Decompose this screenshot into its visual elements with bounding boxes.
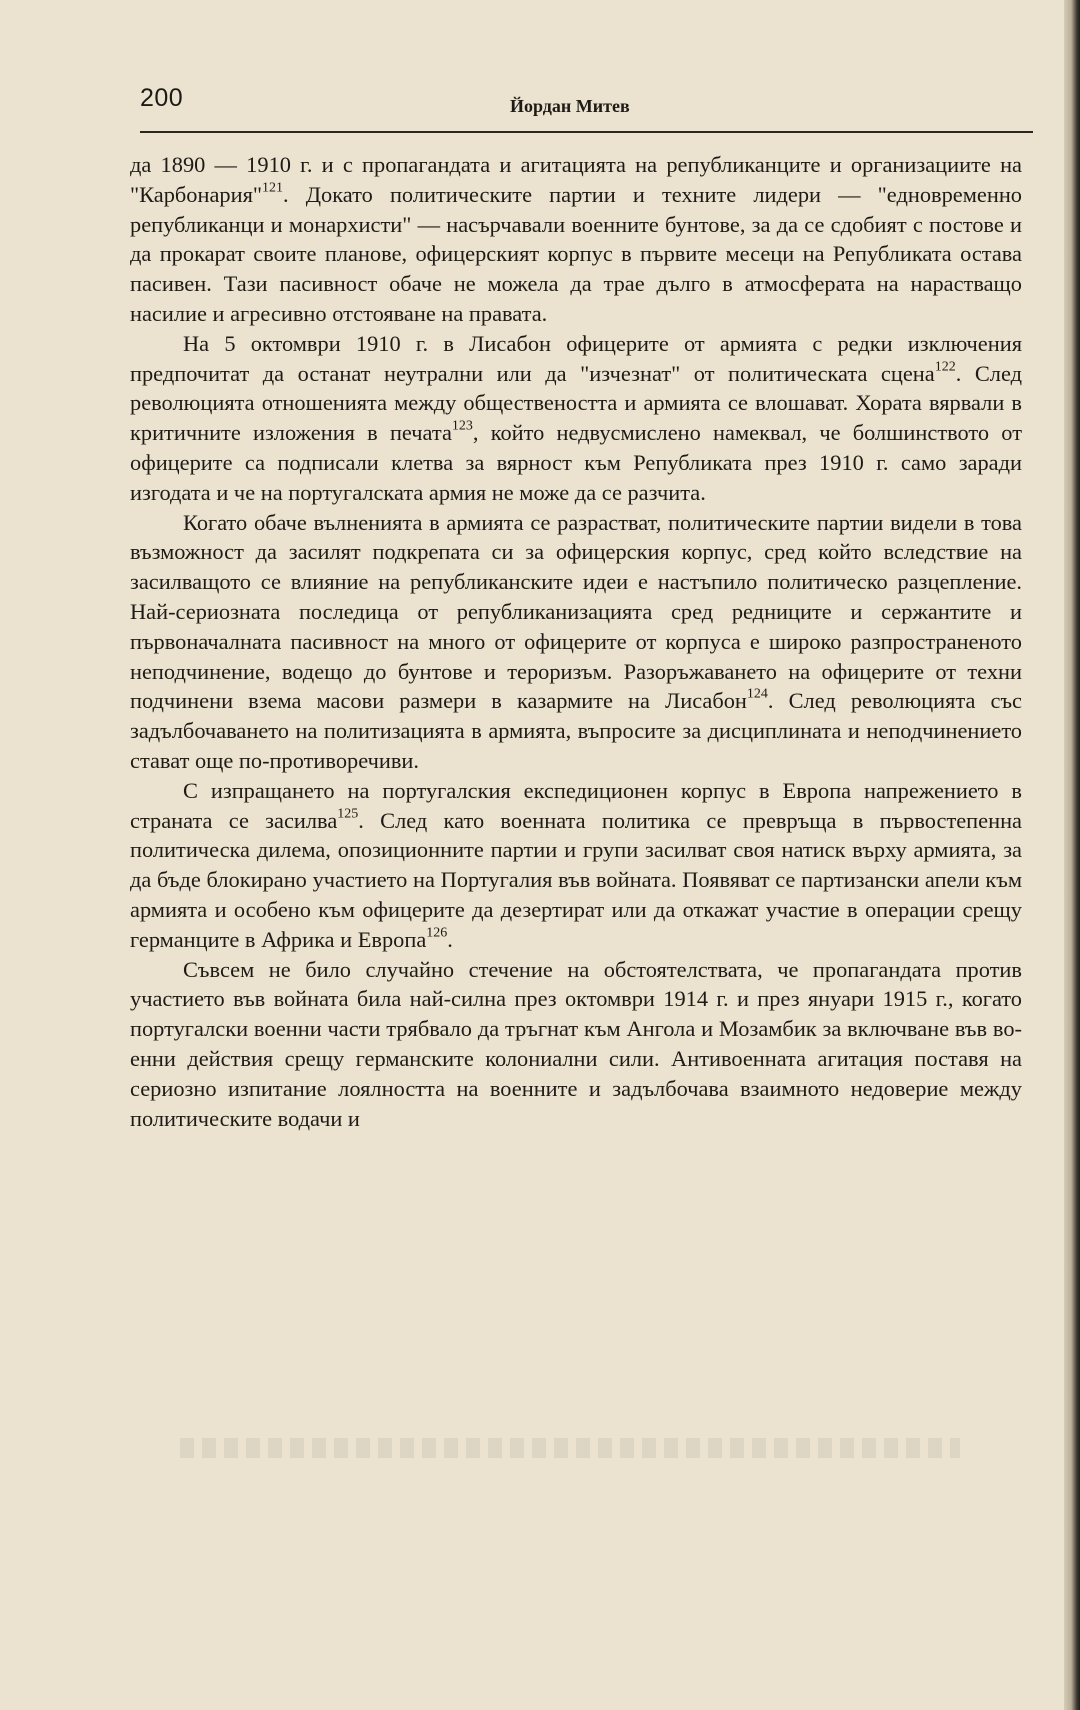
footnote-marker: 122 [934,359,956,375]
bleed-through-shadow [180,1438,960,1458]
paragraph-text: да 1890 — 1910 г. и с пропагандата и агитацията на републиканците и организациите на "Карбонария" [130,152,1022,207]
paragraph-text: . Докато политическите партии и техните лидери — "едновременно републиканци и монархисти" — насърчавали военните бунтове, за да се сдобият с постове и да прокарат своите планове, офицерският корпус в първите месеци на Републиката остава пасивен. Тази пасивност обаче не можела да трае дълго в атмосферата на нарастващо насилие и агресивно отстояване на правата. [130,181,1022,326]
running-head: Йордан Митев [510,96,630,116]
footnote-marker: 125 [337,806,359,822]
paragraph [130,329,1022,508]
paragraph-text: . След като военната политика се превръща в първостепенна политическа дилема, опозиционните партии и групи засилват своя натиск върху армията, за да бъде блокирано участието на Португалия във войната. Появяват се партизански апели към армията и особено към офицерите да дезертират или да откажат участие в операции срещу германците в Африка и Европа [130,807,1022,952]
paragraph-text: , който недвусмислено намеквал, че болшинството от офицерите са подписали клетва за вярност към Републиката през 1910 г. само заради изгодата и че на португалската армия не може да се разчита. [130,420,1022,505]
body-text [130,150,1022,1133]
paragraph-text: . След революцията със задълбочаването на политизацията в армията, въпросите за дисциплината и неподчинението стават още по-противоречиви. [130,688,1022,773]
page-number: 200 [140,84,184,112]
paragraph [130,508,1022,776]
footnote-marker: 126 [426,925,448,941]
paragraph [130,955,1022,1134]
paragraph-text: Съвсем не било случайно стечение на обстоятелствата, че пропагандата против участието във войната била най-силна през октомври 1914 г. и през януари 1915 г., когато португалски военни части трябвало да тръгнат към Ангола и Мозамбик за включване във военни действия срещу германските колониални сили. Антивоенната агитация поставя на сериозно изпитание лоялността на военните и задълбочава взаимното недоверие между политическите водачи и [130,956,1022,1131]
page-header [140,84,1030,124]
paragraph-text: . След революцията отношенията между обществеността и армията се влошават. Хората вярвали в критичните изложения в печата [130,360,1022,446]
footnote-marker: 123 [451,418,473,434]
paragraph-text: Когато обаче вълненията в армията се разрастват, политическите партии видели в това възможност да засилят подкрепата си за офицерския корпус, сред който вследствие на засилващото се влияние на републиканските идеи е настъпило политическо разцепление. Най-сериозната последица от републиканизацията сред редниците и сержантите и първоначалната пасивност на много от офицерите от корпуса е широко разпространеното неподчинение, водещо до бунтове и тероризъм. Разоръжаването на офицерите от техни подчинени взема масови размери в казармите на Лисабон [130,509,1022,714]
page-edge-shadow [1064,0,1080,1710]
footnote-marker: 124 [746,686,768,702]
paragraph-text: На 5 октомври 1910 г. в Лисабон офицерите от армията с редки изключения предпочитат да останат неутрални или да "изчезнат" от политическата сцена [130,330,1022,386]
paragraph-text: С изпращането на португалския експедиционен корпус в Европа напрежението в страната се засилва [130,777,1022,833]
paragraph-text: . [447,926,453,952]
header-rule [140,131,1033,133]
footnote-marker: 121 [262,180,284,196]
paragraph [130,776,1022,955]
paragraph [130,150,1022,329]
